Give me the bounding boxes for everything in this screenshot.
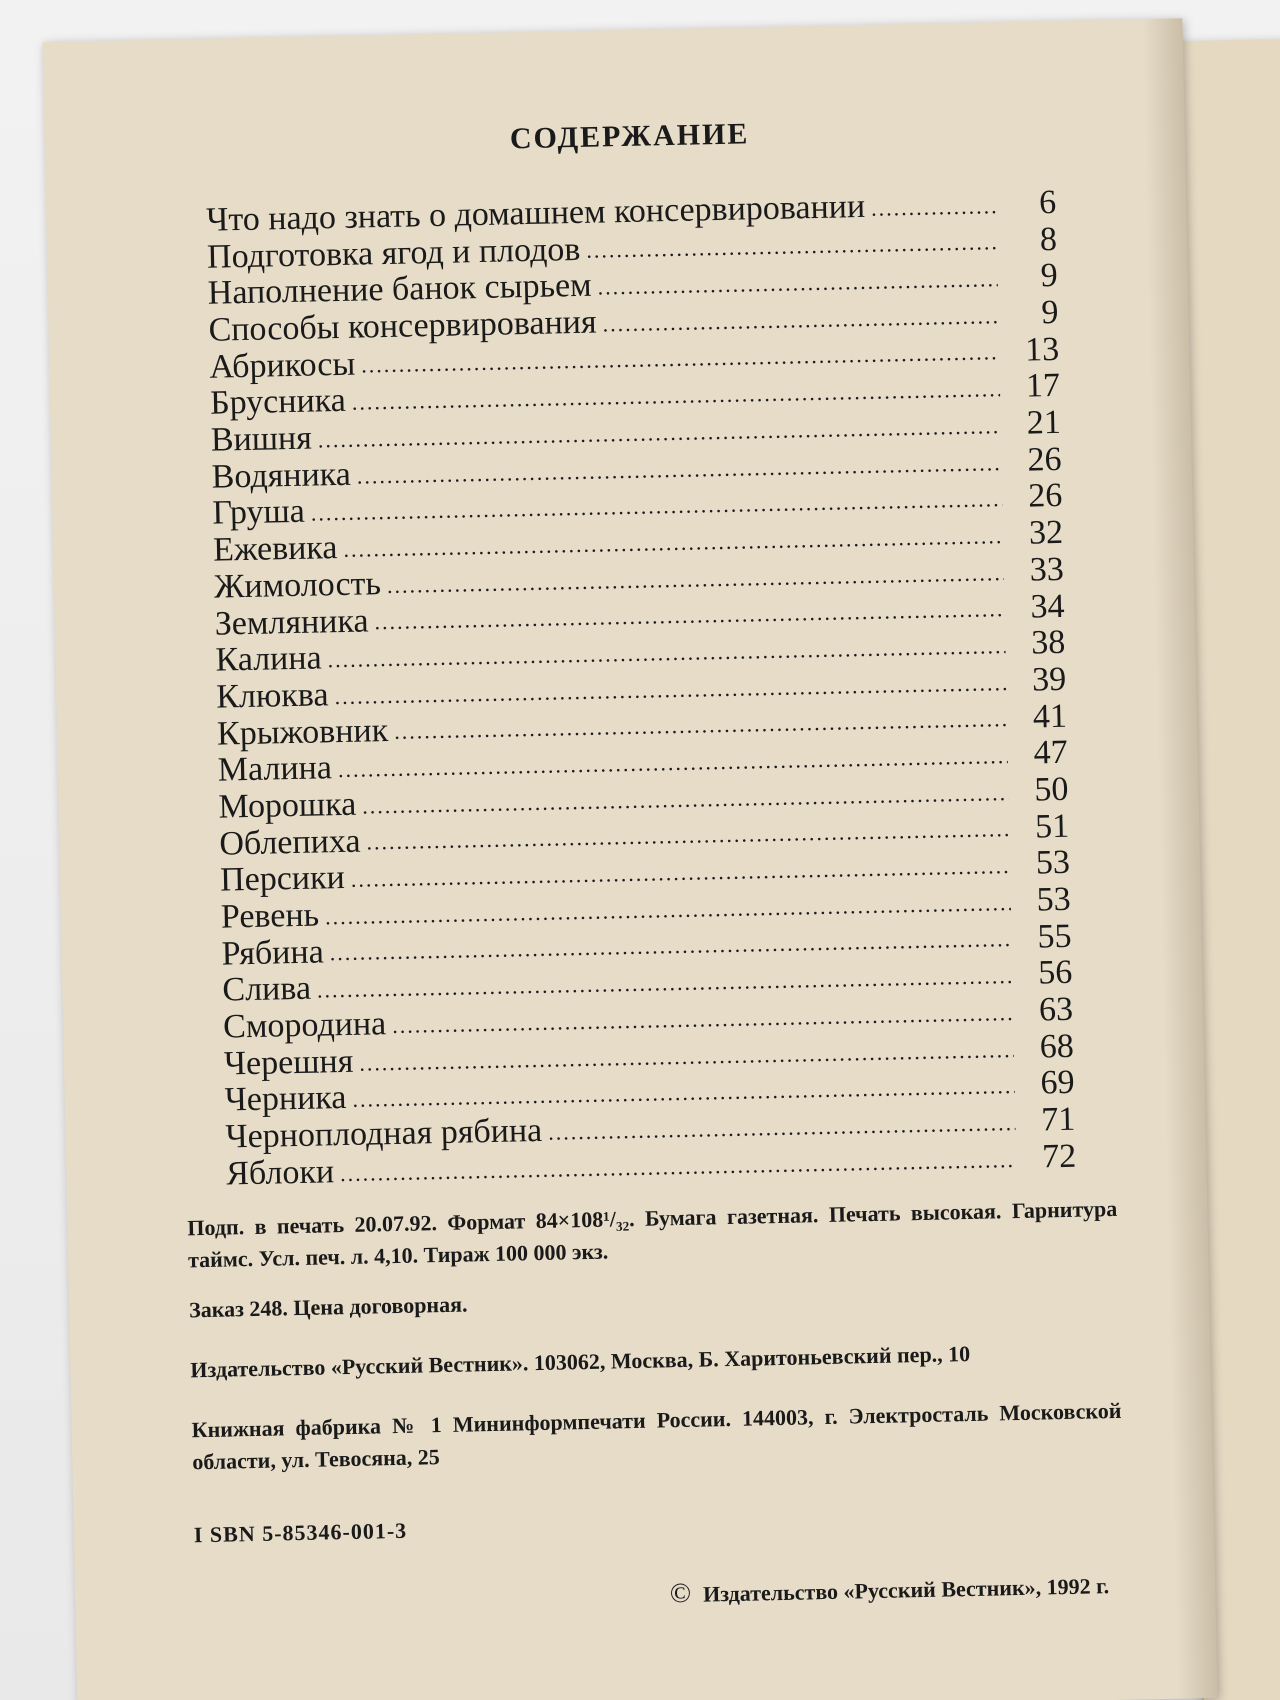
toc-entry-page: 56 <box>1037 954 1073 992</box>
toc-entry-page: 71 <box>1040 1100 1076 1139</box>
toc-entry-label: Земляника <box>214 601 369 643</box>
toc-entry-page: 55 <box>1037 917 1072 956</box>
imprint-details: Подп. в печать 20.07.92. Формат 84×108¹/₃₂. Бумага газетная. Печать высокая. Гарнитура таймс. Усл. печ. л. 4,10. Тираж 100 000 экз. <box>187 1195 1118 1272</box>
toc-entry-page: 72 <box>1041 1137 1077 1176</box>
toc-entry-label: Смородина <box>222 1005 387 1046</box>
toc-entry-label: Калина <box>215 639 322 679</box>
toc-entry-label: Способы консервирования <box>208 303 597 349</box>
toc-entry-page: 38 <box>1030 624 1066 662</box>
copyright-icon: © <box>669 1577 692 1609</box>
toc-entry-label: Подготовка ягод и плодов <box>206 230 581 276</box>
toc-entry-label: Что надо знать о домашнем консервировании <box>205 187 866 239</box>
toc-entry-label: Крыжовник <box>216 711 389 753</box>
toc-entry-page: 33 <box>1029 550 1065 589</box>
toc-entry-page: 69 <box>1040 1064 1075 1102</box>
toc-entry-label: Абрикосы <box>208 345 356 386</box>
toc-entry-page: 53 <box>1036 880 1072 919</box>
toc-entry-page: 21 <box>1026 403 1062 442</box>
imprint-order-price: Заказ 248. Цена договорная. <box>188 1291 468 1322</box>
toc-entry-label: Персики <box>219 859 346 899</box>
toc-entry-page: 26 <box>1027 440 1062 479</box>
toc-entry-page: 39 <box>1031 660 1067 699</box>
toc-entry-page: 17 <box>1025 367 1061 406</box>
toc-entry-page: 50 <box>1034 770 1069 809</box>
toc-entry-label: Малина <box>217 749 333 789</box>
toc-entry-label: Груша <box>212 493 306 533</box>
toc-entry-label: Слива <box>222 970 312 1009</box>
toc-entry-page: 68 <box>1039 1027 1075 1066</box>
toc-entry-page: 13 <box>1024 330 1060 369</box>
copyright-line <box>195 1568 1125 1619</box>
book-page <box>43 18 1218 1700</box>
toc-leader-dots <box>602 305 998 335</box>
toc-entry-label: Облепиха <box>218 822 361 863</box>
toc-entry-page: 63 <box>1038 990 1074 1029</box>
isbn: I SBN 5-85346-001-3 <box>193 1517 408 1547</box>
toc-entry-label: Брусника <box>209 382 347 423</box>
toc-leader-dots <box>340 1149 1016 1185</box>
printer-info: Книжная фабрика № 1 Мининформпечати России. 144003, г. Электросталь Московской области, ул. Тевосяна, 25 <box>191 1397 1122 1474</box>
toc-leader-dots <box>548 1112 1016 1144</box>
toc-entry-label: Ежевика <box>212 529 338 569</box>
toc-entry-label: Водяника <box>211 455 352 496</box>
toc-entry-page: 51 <box>1034 807 1070 846</box>
toc-entry-page: 6 <box>1038 183 1057 222</box>
toc-leader-dots <box>586 232 997 263</box>
toc-entry-page: 41 <box>1032 697 1068 736</box>
toc-entry-label: Ревень <box>220 896 320 936</box>
toc-entry-page: 34 <box>1030 587 1065 626</box>
toc-entry-label: Жимолость <box>213 565 382 606</box>
toc-entry-page: 9 <box>1040 257 1059 295</box>
toc-entry-label: Клюква <box>215 676 329 716</box>
toc-entry-page: 26 <box>1027 477 1063 516</box>
page-title: СОДЕРЖАНИЕ <box>509 117 750 156</box>
toc-entry-label: Яблоки <box>225 1153 335 1193</box>
toc-entry-page: 8 <box>1039 220 1058 258</box>
toc-entry-page: 9 <box>1041 293 1059 332</box>
toc-entry-page: 47 <box>1033 734 1069 772</box>
toc-entry-label: Наполнение банок сырьем <box>207 267 592 313</box>
page-content <box>164 90 1125 1620</box>
toc-leader-dots <box>871 195 997 220</box>
copyright-text: Издательство «Русский Вестник», 1992 г. <box>702 1572 1110 1607</box>
toc-entry-label: Черешня <box>223 1042 354 1083</box>
publisher-info: Издательство «Русский Вестник». 103062, Москва, Б. Харитоньевский пер., 10 <box>190 1340 971 1382</box>
toc-leader-dots <box>597 268 998 298</box>
toc-entry-label: Рябина <box>221 933 325 973</box>
toc-entry-label: Черника <box>224 1079 347 1120</box>
toc-entry-page: 53 <box>1035 844 1071 882</box>
toc-entry-label: Черноплодная рябина <box>225 1112 543 1156</box>
toc-entry-label: Вишня <box>210 419 313 459</box>
toc-entry-page: 32 <box>1028 514 1064 552</box>
toc-entry-label: Морошка <box>218 785 357 826</box>
table-of-contents <box>206 185 1077 1193</box>
